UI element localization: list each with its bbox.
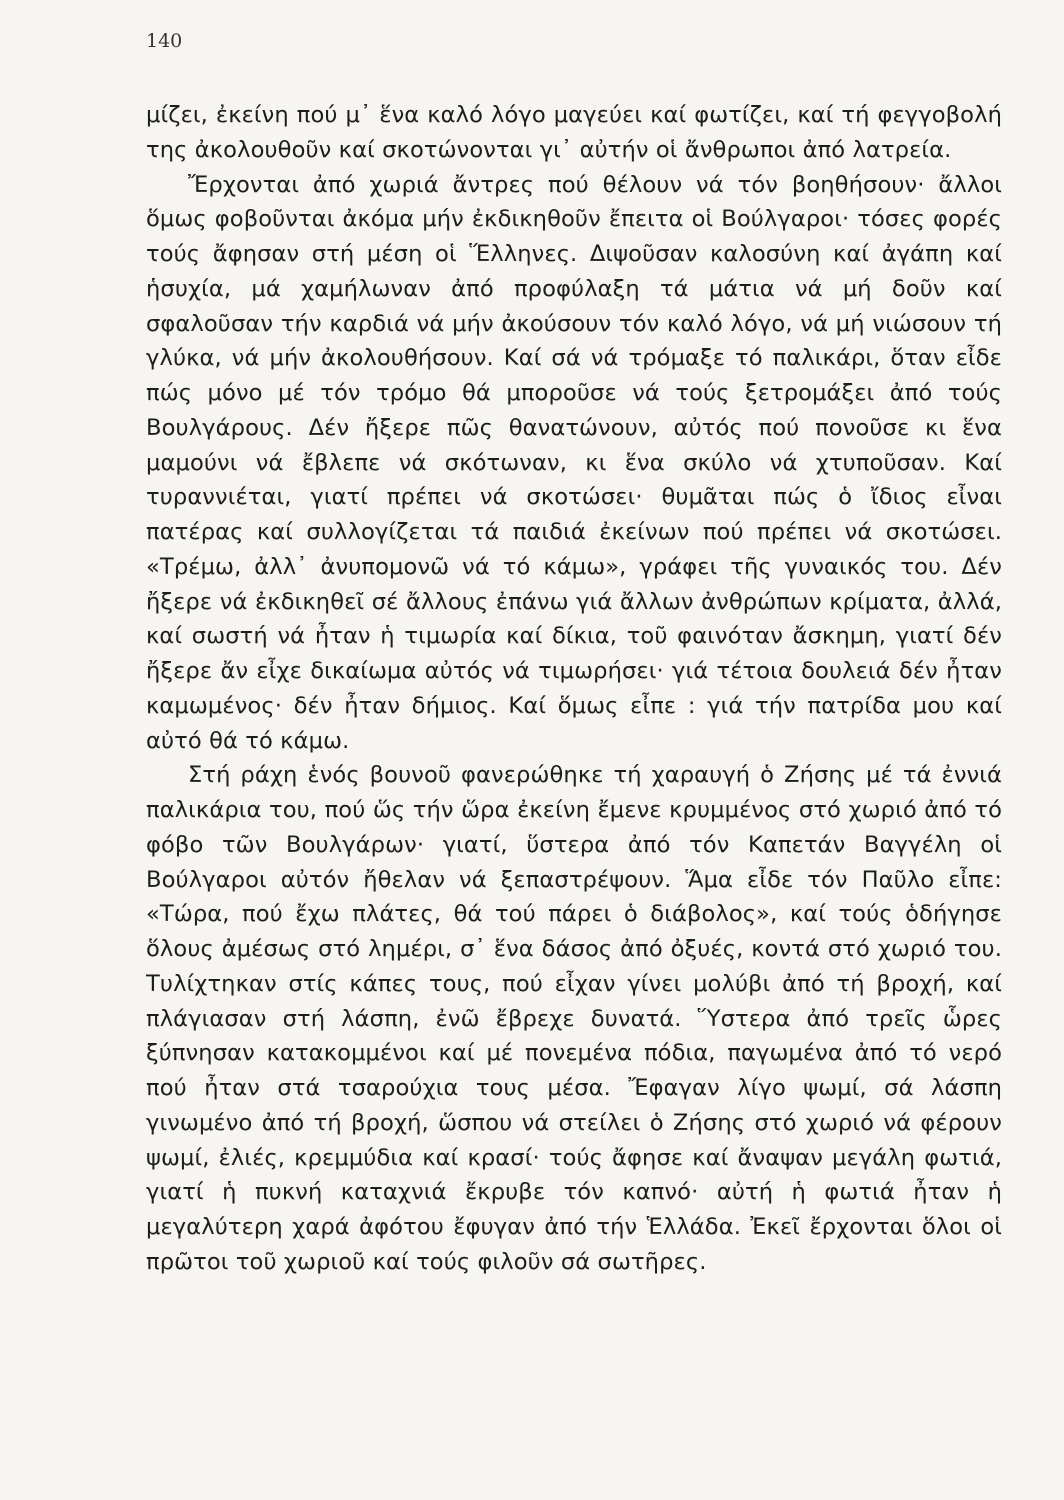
paragraph-2: Ἔρχονται ἀπό χωριά ἄντρες πού θέλουν νά τόν βοηθήσουν· ἄλλοι ὅμως φοβοῦνται ἀκόμα μήν ἐκδικηθοῦν ἔπειτα οἱ Βούλγαροι· τόσες φορές τούς ἄφησαν στή μέση οἱ Ἕλληνες. Διψοῦσαν καλοσύνη καί ἀγάπη καί ἡσυχία, μά χαμήλωναν ἀπό προφύλαξη τά μάτια νά μή δοῦν καί σφαλοῦσαν τήν καρδιά νά μήν ἀκούσουν τόν καλό λόγο, νά μή νιώσουν τή γλύκα, νά μήν ἀκολουθήσουν. Καί σά νά τρόμαξε τό παλικάρι, ὅταν εἶδε πώς μόνο μέ τόν τρόμο θά μποροῦσε νά τούς ξετρομάξει ἀπό τούς Βουλγάρους. Δέν ἤξερε πῶς θανατώνουν, αὐτός πού πονοῦσε κι ἕνα μαμούνι νά ἔβλεπε νά σκότωναν, κι ἕνα σκύλο νά χτυποῦσαν. Καί τυραννιέται, γιατί πρέπει νά σκοτώσει· θυμᾶται πώς ὁ ἴδιος εἶναι πατέρας καί συλλογίζεται τά παιδιά ἐκείνων πού πρέπει νά σκοτώσει. «Τρέμω, ἀλλ᾽ ἀνυπομονῶ νά τό κάμω», γράφει τῆς γυναικός του. Δέν ἤξερε νά ἐκδικηθεῖ σέ ἄλλους ἐπάνω γιά ἄλλων ἀνθρώπων κρίματα, ἀλλά, καί σωστή νά ἦταν ἡ τιμωρία καί δίκια, τοῦ φαινόταν ἄσκημη, γιατί δέν ἤξερε ἄν εἶχε δικαίωμα αὐτός νά τιμωρήσει· γιά τέτοια δουλειά δέν ἦταν καμωμένος· δέν ἦταν δήμιος. Καί ὅμως εἶπε : γιά τήν πατρίδα μου καί αὐτό θά τό κάμω. [146, 171, 1002, 754]
body-text [146, 98, 1002, 1280]
page-number: 140 [146, 30, 183, 52]
paragraph-1: μίζει, ἐκείνη πού μ᾽ ἕνα καλό λόγο μαγεύει καί φωτίζει, καί τή φεγγοβολή της ἀκολουθοῦν καί σκοτώνονται γι᾽ αὐτήν οἱ ἄνθρωποι ἀπό λατρεία. [146, 102, 1002, 163]
paragraph-3: Στή ράχη ἑνός βουνοῦ φανερώθηκε τή χαραυγή ὁ Ζήσης μέ τά ἐννιά παλικάρια του, πού ὥς τήν ὥρα ἐκείνη ἔμενε κρυμμένος στό χωριό ἀπό τό φόβο τῶν Βουλγάρων· γιατί, ὕστερα ἀπό τόν Καπετάν Βαγγέλη οἱ Βούλγαροι αὐτόν ἤθελαν νά ξεπαστρέψουν. Ἅμα εἶδε τόν Παῦλο εἶπε: «Τώρα, πού ἔχω πλάτες, θά τού πάρει ὁ διάβολος», καί τούς ὁδήγησε ὅλους ἀμέσως στό λημέρι, σ᾽ ἕνα δάσος ἀπό ὀξυές, κοντά στό χωριό του. Τυλίχτηκαν στίς κάπες τους, πού εἶχαν γίνει μολύβι ἀπό τή βροχή, καί πλάγιασαν στή λάσπη, ἐνῶ ἔβρεχε δυνατά. Ὕστερα ἀπό τρεῖς ὧρες ξύπνησαν κατακομμένοι καί μέ πονεμένα πόδια, παγωμένα ἀπό τό νερό πού ἦταν στά τσαρούχια τους μέσα. Ἔφαγαν λίγο ψωμί, σά λάσπη γινωμένο ἀπό τή βροχή, ὥσπου νά στείλει ὁ Ζήσης στό χωριό νά φέρουν ψωμί, ἐλιές, κρεμμύδια καί κρασί· τούς ἄφησε καί ἄναψαν μεγάλη φωτιά, γιατί ἡ πυκνή καταχνιά ἔκρυβε τόν καπνό· αὐτή ἡ φωτιά ἦταν ἡ μεγαλύτερη χαρά ἀφότου ἔφυγαν ἀπό τήν Ἑλλάδα. Ἐκεῖ ἔρχονται ὅλοι οἱ πρῶτοι τοῦ χωριοῦ καί τούς φιλοῦν σά σωτῆρες. [146, 762, 1002, 1275]
